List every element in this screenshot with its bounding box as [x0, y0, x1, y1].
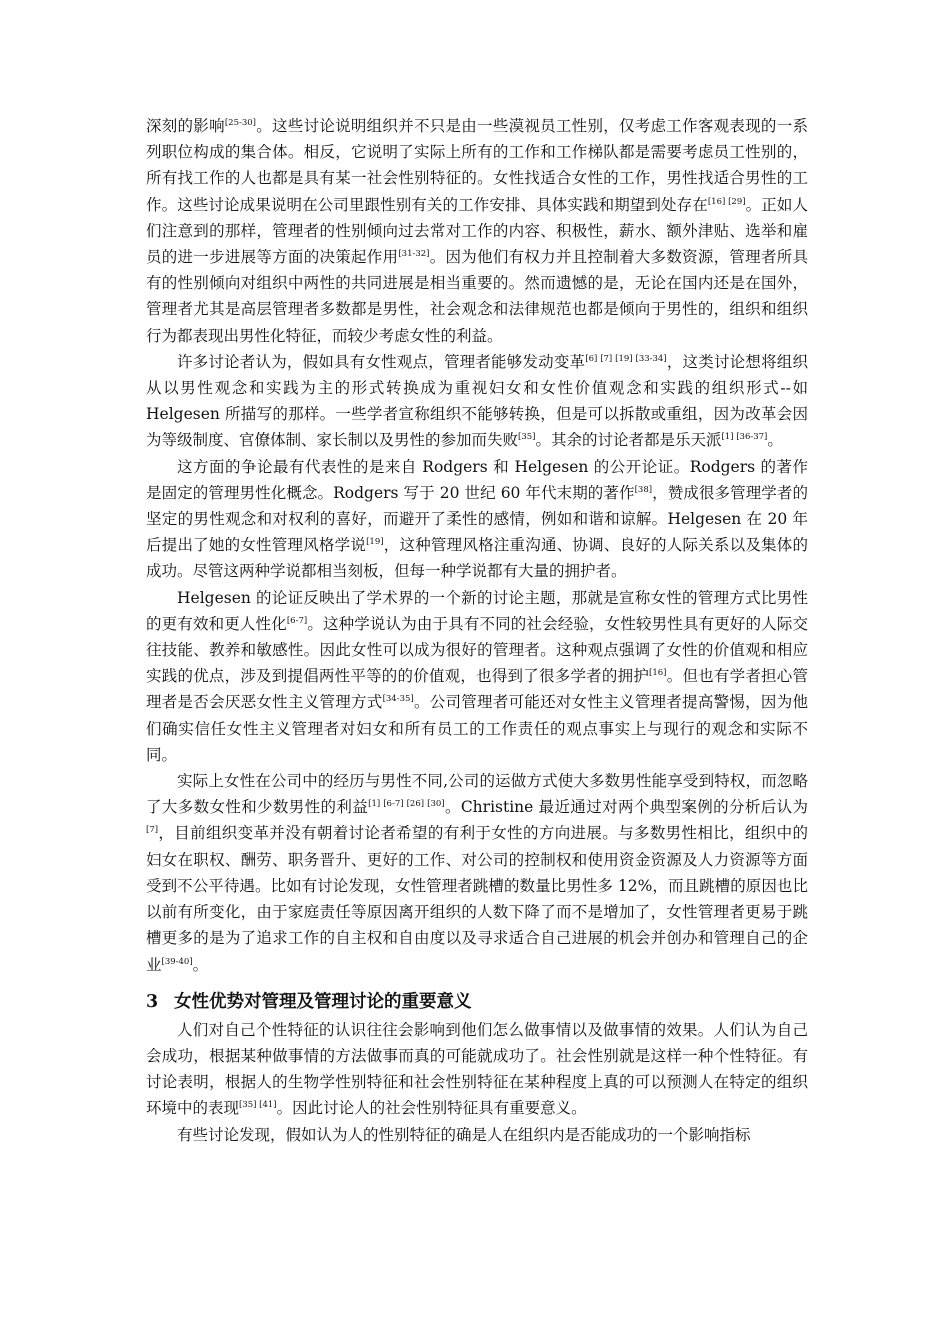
text-run: ，目前组织变革并没有朝着讨论者希望的有利于女性的方向进展。与多数男性相比，组织中的妇女在职权、酬劳、职务晋升、更好的工作、对公司的控制权和使用资金资源及人力资源等方面受到不公平待遇。比如有讨论发现，女性管理者跳槽的数量比男性多 12%，而且跳槽的原因也比以前有所变化，由于家庭责任等原因离开组织的人数下降了而不是增加了，女性管理者更易于跳槽更多的是为了追求工作的自主权和自由度以及寻求适合自己进展的机会并创办和管理自己的企业	[146, 824, 808, 974]
citation-ref: [34-35]	[382, 694, 414, 705]
text-run: 有些讨论发现，假如认为人的性别特征的确是人在组织内是否能成功的一个影响指标	[177, 1125, 751, 1144]
text-run: 。但也有学者担心管理者是否会厌恶女性主义管理方式	[146, 667, 808, 712]
text-run: 。	[192, 955, 209, 974]
text-run: 。Christine 最近通过对两个典型案例的分析后认为	[444, 798, 808, 817]
text-run: 。其余的讨论者都是乐天派	[535, 431, 722, 450]
citation-ref: [35] [41]	[239, 1100, 277, 1111]
text-run: Helgesen 的论证反映出了学术界的一个新的讨论主题，那就是宣称女性的管理方式比男性的更有效和更人性化	[146, 588, 808, 633]
text-run: 这方面的争论最有代表性的是来自 Rodgers 和 Helgesen 的公开论证。Rodgers 的著作是固定的管理男性化概念。Rodgers 写于 20 世纪 60 年代末期的著作	[146, 457, 808, 502]
paragraph	[146, 454, 808, 585]
text-run: ，这类讨论想将组织从以男性观念和实践为主的形式转换成为重视妇女和女性价值观念和实践的组织形式--如 Helgesen 所描写的那样。一些学者宣称组织不能够转换，但是可以拆散或重组，因为改革会因为等级制度、官僚体制、家长制以及男性的参加而失败	[146, 352, 808, 450]
text-run: 。这种学说认为由于具有不同的社会经验，女性较男性具有更好的人际交往技能、教养和敏感性。因此女性可以成为很好的管理者。这种观点强调了女性的价值观和相应实践的优点，涉及到提倡两性平等的的价值观，也得到了很多学者的拥护	[146, 614, 808, 686]
citation-ref: [25-30]	[224, 117, 256, 128]
text-run: ，这种管理风格注重沟通、协调、良好的人际关系以及集体的成功。尽管这两种学说都相当刻板，但每一种学说都有大量的拥护者。	[146, 536, 808, 581]
citation-ref: [1] [36-37]	[721, 432, 768, 443]
paragraph	[146, 113, 808, 349]
paragraph	[146, 585, 808, 768]
citation-ref: [16] [29]	[707, 196, 746, 207]
text-run: 。公司管理者可能还对女性主义管理者提高警惕，因为他们确实信任女性主义管理者对妇女和所有员工的工作责任的观点事实上与现行的观念和实际不同。	[146, 693, 808, 764]
citation-ref: [7]	[146, 825, 159, 836]
paragraph	[146, 768, 808, 978]
text-run: 。因为他们有权力并且控制着大多数资源，管理者所具有的性别倾向对组织中两性的共同进展是相当重要的。然而遗憾的是，无论在国内还是在国外，管理者尤其是高层管理者多数都是男性，社会观念和法律规范也都是倾向于男性的，组织和组织行为都表现出男性化特征，而较少考虑女性的利益。	[146, 248, 808, 345]
citation-ref: [39-40]	[161, 956, 193, 967]
citation-ref: [38]	[634, 484, 653, 495]
section-number: 3	[146, 991, 159, 1012]
citation-ref: [1] [6-7] [26] [30]	[368, 799, 445, 810]
citation-ref: [6-7]	[286, 615, 308, 626]
citation-ref: [19]	[366, 537, 384, 548]
paragraph	[146, 1122, 808, 1148]
citation-ref: [16]	[649, 668, 667, 679]
body-text	[146, 113, 808, 1148]
citation-ref: [6] [7] [19] [33-34]	[585, 353, 667, 364]
text-run: 。正如人们注意到的那样，管理者的性别倾向过去常对工作的内容、积极性，薪水、额外津贴、选举和雇员的进一步进展等方面的决策起作用	[146, 195, 808, 267]
section-heading	[146, 987, 808, 1017]
text-run: 。因此讨论人的社会性别特征具有重要意义。	[276, 1099, 587, 1118]
text-run: 。这些讨论说明组织并不只是由一些漠视员工性别，仅考虑工作客观表现的一系列职位构成的集合体。相反，它说明了实际上所有的工作和工作梯队都是需要考虑员工性别的，所有找工作的人也都是具有某一社会性别特征的。女性找适合女性的工作，男性找适合男性的工作。这些讨论成果说明在公司里跟性别有关的工作安排、具体实践和期望到处存在	[146, 117, 808, 214]
paragraph	[146, 1017, 808, 1122]
text-run: ，赞成很多管理学者的坚定的男性观念和对权利的喜好，而避开了柔性的感情，例如和谐和谅解。Helgesen 在 20 年后提出了她的女性管理风格学说	[146, 483, 808, 555]
citation-ref: [31-32]	[398, 248, 430, 259]
text-run: 人们对自己个性特征的认识往往会影响到他们怎么做事情以及做事情的效果。人们认为自己会成功，根据某种做事情的方法做事而真的可能就成功了。社会性别就是这样一种个性特征。有讨论表明，根据人的生物学性别特征和社会性别特征在某种程度上真的可以预测人在特定的组织环境中的表现	[146, 1020, 808, 1118]
text-run: 实际上女性在公司中的经历与男性不同,公司的运做方式使大多数男性能享受到特权，而忽略了大多数女性和少数男性的利益	[146, 772, 808, 817]
text-run: 许多讨论者认为，假如具有女性观点，管理者能够发动变革	[177, 352, 586, 371]
text-run: 深刻的影响	[146, 117, 225, 135]
section-title: 女性优势对管理及管理讨论的重要意义	[174, 991, 472, 1012]
text-run: 。	[767, 431, 783, 450]
citation-ref: [35]	[518, 432, 536, 443]
paragraph	[146, 349, 808, 454]
